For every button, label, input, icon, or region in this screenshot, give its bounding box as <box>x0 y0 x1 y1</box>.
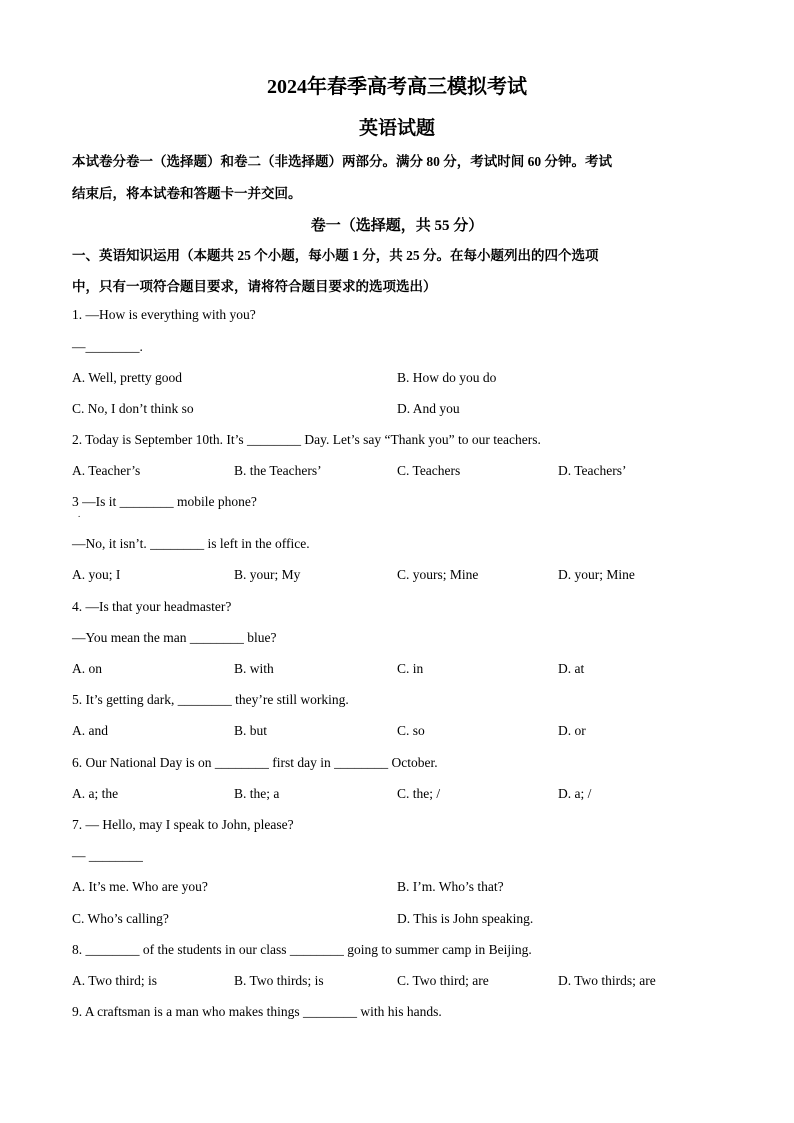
question-1-option-a[interactable]: A. Well, pretty good <box>72 370 183 385</box>
question-4-answer-line: —You mean the man ________ blue? <box>72 630 277 645</box>
question-1-stem: 1. —How is everything with you? <box>72 307 256 322</box>
question-6-option-b[interactable]: B. the; a <box>234 786 280 801</box>
question-2-option-a[interactable]: A. Teacher’s <box>72 463 141 478</box>
question-7-stem: 7. — Hello, may I speak to John, please? <box>72 817 294 832</box>
question-8-option-c[interactable]: C. Two third; are <box>397 973 489 988</box>
question-2-option-b[interactable]: B. the Teachers’ <box>234 463 322 478</box>
question-8-option-b[interactable]: B. Two thirds; is <box>234 973 324 988</box>
question-3-stem: 3 —Is it ________ mobile phone? <box>72 494 257 509</box>
question-1-option-d[interactable]: D. And you <box>397 401 460 416</box>
question-6-option-c[interactable]: C. the; / <box>397 786 441 801</box>
question-6-option-d[interactable]: D. a; / <box>558 786 592 801</box>
instructions-line-1: 本试卷分卷一（选择题）和卷二（非选择题）两部分。满分 80 分，考试时间 60 分钟。考试 <box>72 154 612 169</box>
question-4-option-d[interactable]: D. at <box>558 661 585 676</box>
question-9-stem: 9. A craftsman is a man who makes things ________ with his hands. <box>72 1004 442 1019</box>
question-7-option-c[interactable]: C. Who’s calling? <box>72 911 169 926</box>
instructions-line-2: 结束后，将本试卷和答题卡一并交回。 <box>72 186 302 201</box>
question-8-stem: 8. ________ of the students in our class ________ going to summer camp in Beijing. <box>72 942 532 957</box>
question-7-option-a[interactable]: A. It’s me. Who are you? <box>72 879 208 894</box>
section-intro-line-1: 一、英语知识运用（本题共 25 个小题，每小题 1 分，共 25 分。在每小题列出的四个选项 <box>72 248 599 263</box>
question-1-option-c[interactable]: C. No, I don’t think so <box>72 401 194 416</box>
question-3-option-d[interactable]: D. your; Mine <box>558 567 635 582</box>
question-4-option-a[interactable]: A. on <box>72 661 102 676</box>
question-2-option-c[interactable]: C. Teachers <box>397 463 461 478</box>
question-3-answer-line: —No, it isn’t. ________ is left in the office. <box>72 536 310 551</box>
question-6-stem: 6. Our National Day is on ________ first day in ________ October. <box>72 755 438 770</box>
question-5-option-d[interactable]: D. or <box>558 723 586 738</box>
question-7-answer-line: — ________ <box>72 848 143 863</box>
question-5-option-b[interactable]: B. but <box>234 723 268 738</box>
question-4-stem: 4. —Is that your headmaster? <box>72 599 232 614</box>
question-2-stem: 2. Today is September 10th. It’s ________ Day. Let’s say “Thank you” to our teachers. <box>72 432 541 447</box>
question-6-option-a[interactable]: A. a; the <box>72 786 119 801</box>
question-7-option-b[interactable]: B. I’m. Who’s that? <box>397 879 504 894</box>
exam-title: 2024年春季高考高三模拟考试 <box>267 76 527 98</box>
section-heading: 卷一（选择题，共 55 分） <box>310 218 484 234</box>
question-1-answer-line: —________. <box>72 339 143 354</box>
question-4-option-b[interactable]: B. with <box>234 661 274 676</box>
question-8-option-a[interactable]: A. Two third; is <box>72 973 158 988</box>
question-3-dot: . <box>78 509 81 519</box>
question-5-option-a[interactable]: A. and <box>72 723 108 738</box>
question-1-option-b[interactable]: B. How do you do <box>397 370 497 385</box>
question-2-option-d[interactable]: D. Teachers’ <box>558 463 627 478</box>
question-8-option-d[interactable]: D. Two thirds; are <box>558 973 656 988</box>
question-7-option-d[interactable]: D. This is John speaking. <box>397 911 534 926</box>
question-5-stem: 5. It’s getting dark, ________ they’re still working. <box>72 692 349 707</box>
question-3-option-c[interactable]: C. yours; Mine <box>397 567 479 582</box>
question-3-option-b[interactable]: B. your; My <box>234 567 301 582</box>
question-3-option-a[interactable]: A. you; I <box>72 567 121 582</box>
section-intro-line-2: 中，只有一项符合题目要求，请将符合题目要求的选项选出） <box>72 279 437 294</box>
exam-subtitle: 英语试题 <box>358 118 435 139</box>
question-4-option-c[interactable]: C. in <box>397 661 424 676</box>
question-5-option-c[interactable]: C. so <box>397 723 425 738</box>
